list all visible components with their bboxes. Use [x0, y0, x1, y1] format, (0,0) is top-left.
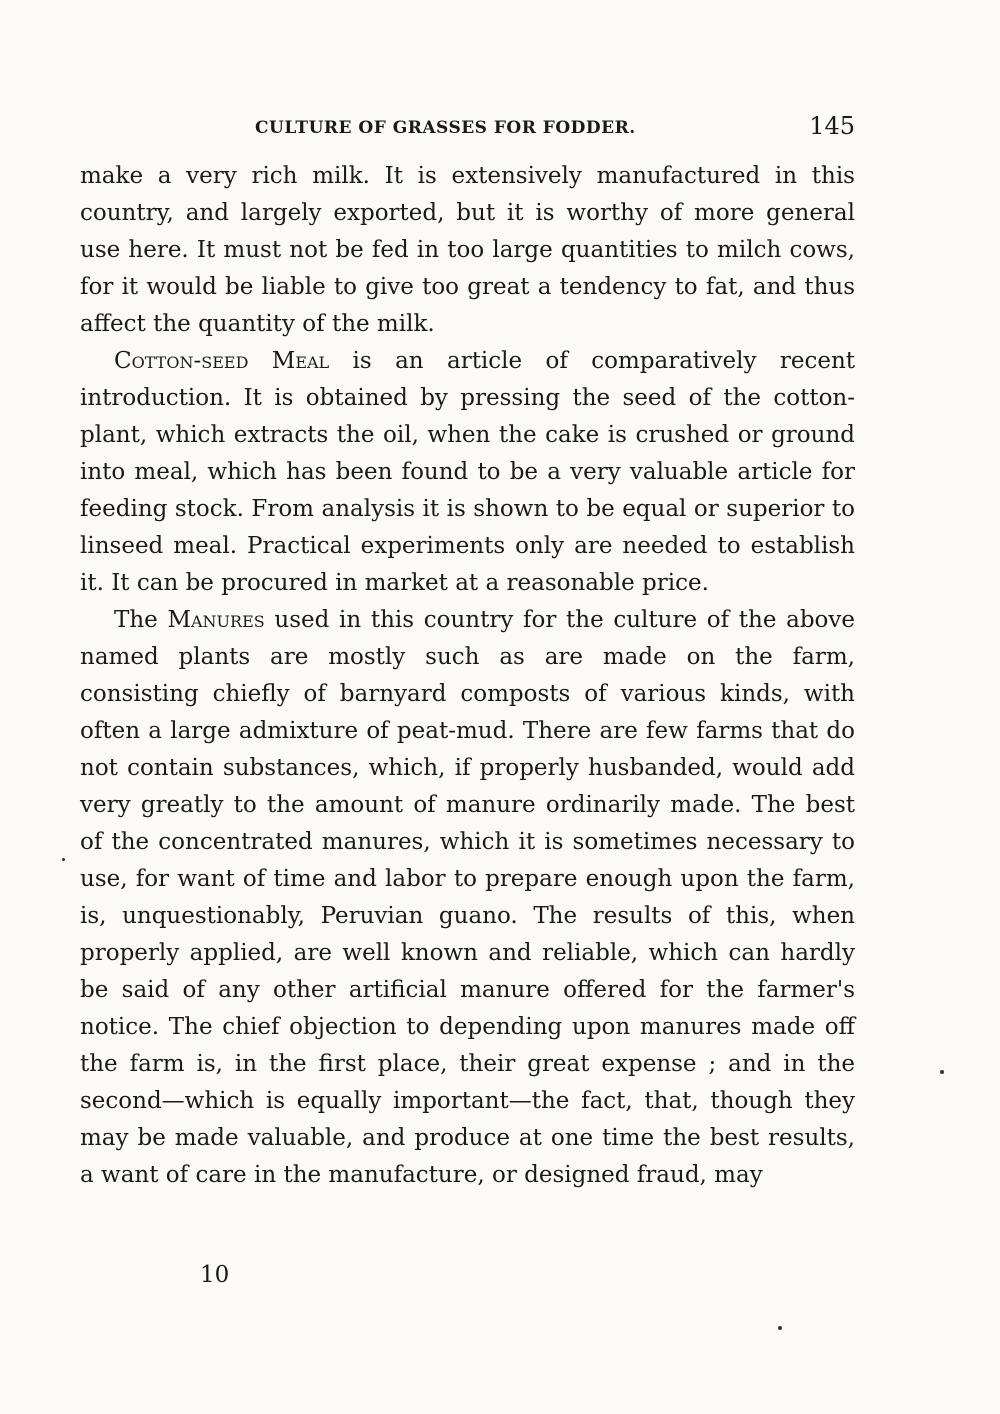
signature-mark: 10: [200, 1262, 230, 1288]
ink-speck: [62, 858, 65, 861]
paragraph-text: make a very rich milk. It is extensively manufactured in this country, and largely exported, but it is worthy of more general use here. It must not be fed in too large quantities to milch cows, for it would be liable to give too great a tendency to fat, and thus affect the quantity of the milk.: [80, 163, 855, 337]
paragraph-lead: Cotton-seed Meal: [114, 348, 330, 374]
paragraph-text: used in this country for the culture of the above named plants are mostly such as are made on the farm, consisting chiefly of barnyard composts of various kinds, with often a large admixture of peat-mud. There are few farms that do not contain substances, which, if properly husbanded, would add very greatly to the amount of manure ordinarily made. The best of the concentrated manures, which it is sometimes necessary to use, for want of time and labor to prepare enough upon the farm, is, unquestionably, Peruvian guano. The results of this, when properly applied, are well known and reliable, which can hardly be said of any other artificial manure offered for the farmer's notice. The chief objection to depending upon manures made off the farm is, in the first place, their great expense ; and in the second—which is equally important—the fact, that, though they may be made valuable, and produce at one time the best results, a want of care in the manufacture, or designed fraud, may: [80, 607, 855, 1188]
page-header: [80, 112, 855, 152]
running-head: CULTURE OF GRASSES FOR FODDER.: [255, 118, 636, 138]
ink-speck: [778, 1326, 782, 1330]
paragraph-text: is an article of comparatively recent introduction. It is obtained by pressing the seed of the cotton-plant, which extracts the oil, when the cake is crushed or ground into meal, which has been found to be a very valuable article for feeding stock. From analysis it is shown to be equal or superior to linseed meal. Practical experiments only are needed to establish it. It can be procured in market at a reasonable price.: [80, 348, 856, 596]
paragraph-continued: [80, 158, 855, 343]
book-page: [80, 112, 855, 1194]
body-text: [80, 158, 855, 1194]
page-number: 145: [809, 112, 855, 140]
ink-speck: [940, 1070, 944, 1074]
paragraph-prefix: The: [114, 607, 168, 633]
paragraph-lead: Manures: [167, 607, 265, 633]
paragraph-manures: [80, 602, 855, 1194]
paragraph-cotton-seed-meal: [80, 343, 855, 602]
